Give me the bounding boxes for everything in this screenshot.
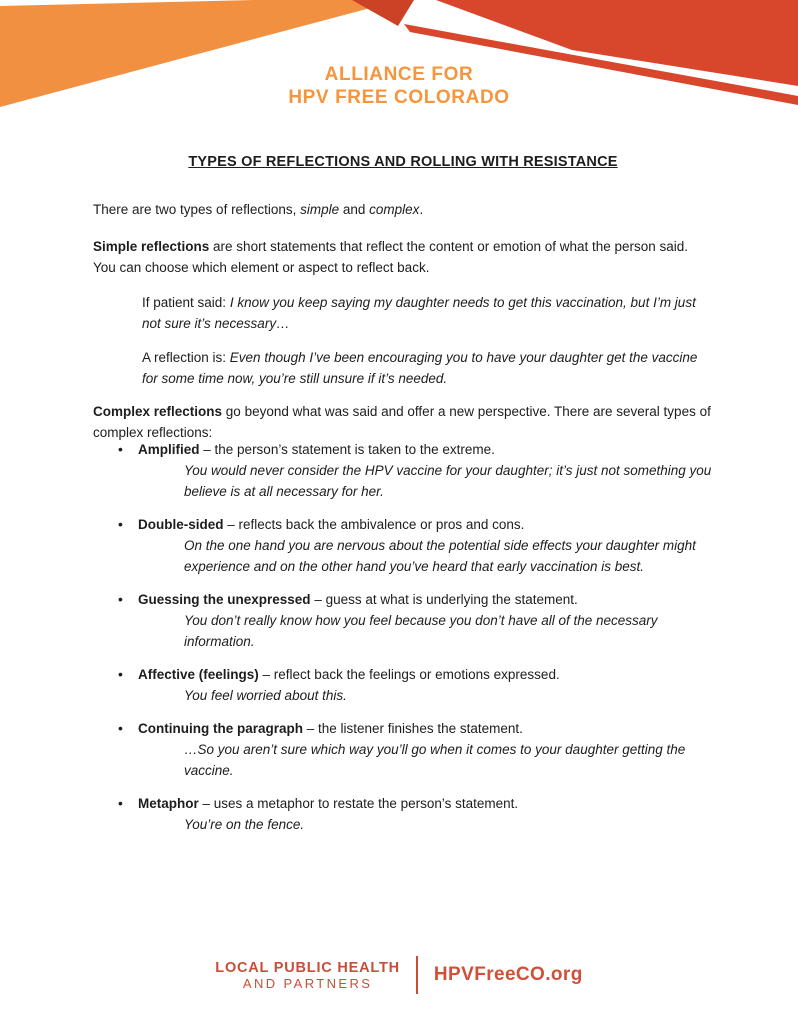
dash-separator: – xyxy=(198,796,214,811)
intro-post: . xyxy=(419,202,424,217)
dash-separator: – xyxy=(303,721,319,736)
simple-reflections-lead: Simple reflections xyxy=(93,239,210,254)
term-example: On the one hand you are nervous about the potential side effects your daughter might experience and on the other hand you’ve heard that early vaccination is best. xyxy=(184,538,696,574)
dash-separator: – xyxy=(258,667,274,682)
document-body xyxy=(93,152,713,847)
term-description: guess at what is underlying the statement. xyxy=(325,592,578,607)
footer-divider xyxy=(416,956,418,994)
list-item-heading xyxy=(138,589,713,610)
list-item-continuing-the-paragraph xyxy=(93,718,713,781)
complex-reflections-lead: Complex reflections xyxy=(93,404,223,419)
list-item-amplified xyxy=(93,439,713,502)
term-label: Guessing the unexpressed xyxy=(138,592,311,607)
reflection-quote-label: A reflection is: xyxy=(142,350,230,365)
intro-mid: and xyxy=(339,202,370,217)
term-example: You don’t really know how you feel because you don’t have all of the necessary information. xyxy=(184,613,658,649)
patient-quote xyxy=(142,292,713,334)
term-example: You’re on the fence. xyxy=(184,817,305,832)
footer-lockup-line2: AND PARTNERS xyxy=(242,975,373,991)
list-item-heading xyxy=(138,514,713,535)
simple-reflections-rest: are short statements that reflect the content or emotion of what the person said. You can choose which element or aspect to reflect back. xyxy=(93,239,689,275)
term-description: the person’s statement is taken to the extreme. xyxy=(214,442,495,457)
term-label: Double-sided xyxy=(138,517,224,532)
org-logo-line1: ALLIANCE FOR xyxy=(324,64,474,85)
patient-quote-text: I know you keep saying my daughter needs to get this vaccination, but I’m just not sure it’s necessary… xyxy=(142,295,696,331)
term-label: Affective (feelings) xyxy=(138,667,259,682)
list-item-metaphor xyxy=(93,793,713,835)
footer xyxy=(0,956,798,994)
org-logo xyxy=(0,63,798,109)
list-item-heading xyxy=(138,439,713,460)
intro-pre: There are two types of reflections, xyxy=(93,202,301,217)
reflection-types-list xyxy=(93,439,713,835)
dash-separator: – xyxy=(199,442,215,457)
list-item-double-sided xyxy=(93,514,713,577)
term-example: You feel worried about this. xyxy=(184,688,347,703)
patient-quote-label: If patient said: xyxy=(142,295,230,310)
dash-separator: – xyxy=(310,592,326,607)
footer-lockup-line1: LOCAL PUBLIC HEALTH xyxy=(215,959,400,976)
intro-paragraph xyxy=(93,199,713,220)
list-item-heading xyxy=(138,664,713,685)
footer-website-url: HPVFreeCO.org xyxy=(433,964,583,985)
reflection-quote-text: Even though I’ve been encouraging you to have your daughter get the vaccine for some time now, you’re still unsure if it’s needed. xyxy=(142,350,698,386)
list-item-heading xyxy=(138,793,713,814)
complex-reflections-paragraph xyxy=(93,401,713,443)
term-description: reflects back the ambivalence or pros and cons. xyxy=(238,517,525,532)
intro-term-simple: simple xyxy=(300,202,340,217)
term-label: Metaphor xyxy=(138,796,199,811)
page-title: TYPES OF REFLECTIONS AND ROLLING WITH RESISTANCE xyxy=(188,154,618,170)
dash-separator: – xyxy=(223,517,239,532)
term-example: …So you aren’t sure which way you’ll go when it comes to your daughter getting the vaccine. xyxy=(184,742,686,778)
footer-partner-lockup xyxy=(215,960,400,991)
term-example: You would never consider the HPV vaccine for your daughter; it’s just not something you believe is at all necessary for her. xyxy=(184,463,712,499)
complex-reflections-rest: go beyond what was said and offer a new perspective. There are several types of complex reflections: xyxy=(93,404,711,440)
list-item-affective xyxy=(93,664,713,706)
list-item-heading xyxy=(138,718,713,739)
term-description: reflect back the feelings or emotions expressed. xyxy=(273,667,560,682)
term-description: the listener finishes the statement. xyxy=(318,721,523,736)
list-item-guessing-the-unexpressed xyxy=(93,589,713,652)
reflection-quote xyxy=(142,347,713,389)
banner-dark-red-wedge xyxy=(352,0,414,26)
term-description: uses a metaphor to restate the person’s statement. xyxy=(213,796,519,811)
org-logo-line2: HPV FREE COLORADO xyxy=(288,87,510,108)
intro-term-complex: complex xyxy=(369,202,420,217)
simple-reflections-paragraph xyxy=(93,236,713,278)
term-label: Continuing the paragraph xyxy=(138,721,303,736)
term-label: Amplified xyxy=(138,442,200,457)
